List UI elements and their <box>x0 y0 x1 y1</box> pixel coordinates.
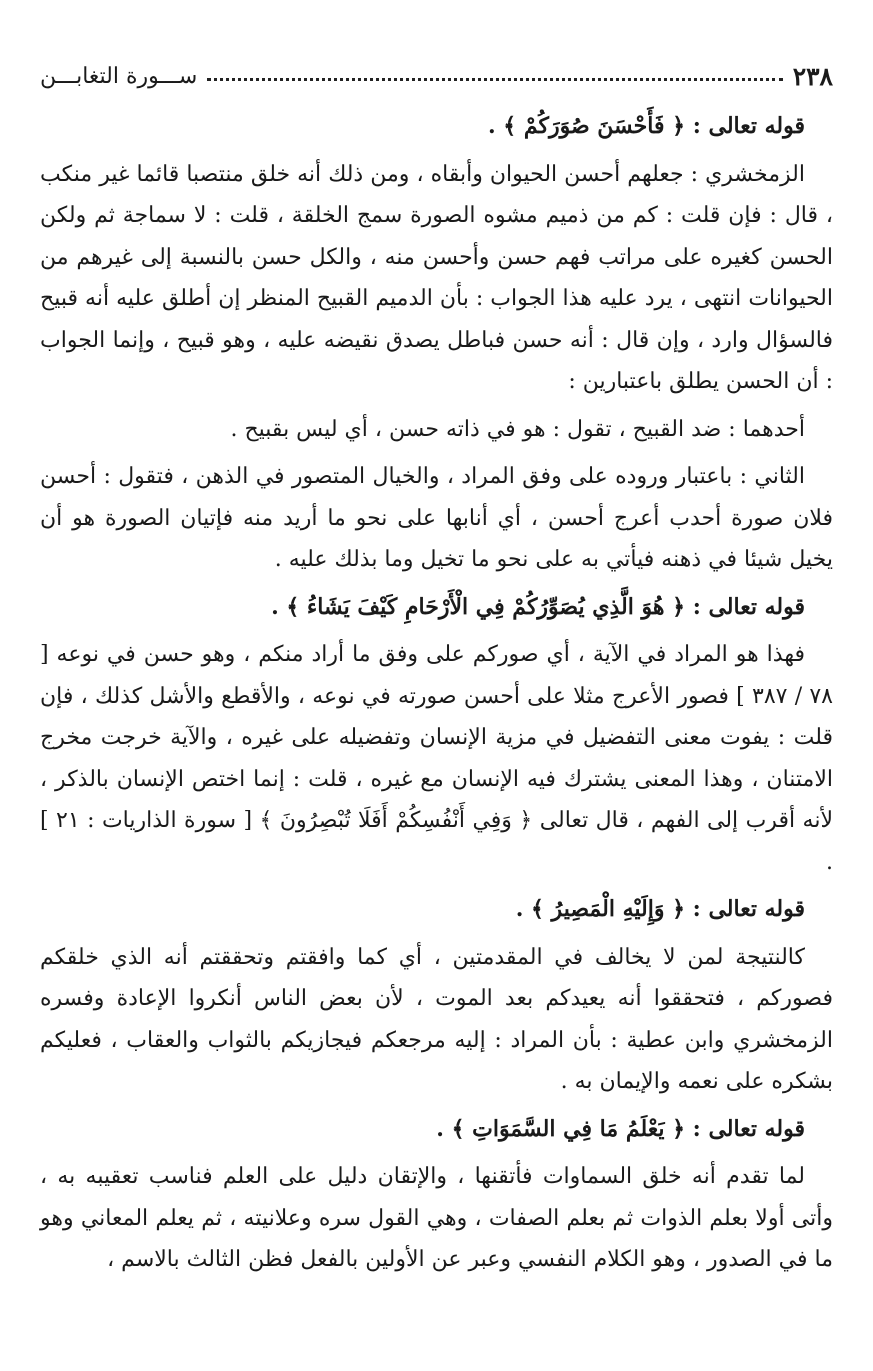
surah-title: ســـورة التغابـــن <box>40 63 198 89</box>
commentary-paragraph: لما تقدم أنه خلق السماوات فأتقنها ، والإتقان دليل على العلم فناسب تعقيبه به ، وأتى أولا بعلم الذوات ثم بعلم الصفات ، وهي القول سره وعلانيته ، ثم يعلم المعاني وهو ما في الصدور ، وهو الكلام النفسي وعبر عن الأولين بالفعل فظن الثالث بالاسم ، <box>40 1164 833 1272</box>
page-number: ٢٣٨ <box>792 61 833 91</box>
verse-heading: قوله تعالى : ﴿ هُوَ الَّذِي يُصَوِّرُكُمْ فِي الْأَرْحَامِ كَيْفَ يَشَاءُ ﴾ . <box>271 593 805 620</box>
verse-heading: قوله تعالى : ﴿ وَإِلَيْهِ الْمَصِيرُ ﴾ . <box>515 896 805 922</box>
commentary-paragraph: أحدهما : ضد القبيح ، تقول : هو في ذاته حسن ، أي ليس بقبيح . <box>230 416 805 442</box>
commentary-paragraph: كالنتيجة لمن لا يخالف في المقدمتين ، أي كما وافقتم وتحققتم أنه الذي خلقكم فصوركم ، فتحققوا أنه يعيدكم بعد الموت ، لأن بعض الناس أنكروا الإعادة وفسره الزمخشري وابن عطية : بأن المراد : إليه مرجعكم فيجازيكم بالثواب والعقاب ، فعليكم بشكره على نعمه والإيمان به . <box>40 944 833 1094</box>
verse-heading: قوله تعالى : ﴿ فَأَحْسَنَ صُوَرَكُمْ ﴾ . <box>487 113 805 139</box>
header-dotted-leader <box>207 78 782 81</box>
page-header <box>40 56 833 96</box>
commentary-paragraph: الزمخشري : جعلهم أحسن الحيوان وأبقاه ، ومن ذلك أنه خلق منتصبا قائما غير منكب ، قال : فإن قلت : كم من ذميم مشوه الصورة سمج الخلقة ، قلت : لا سماجة ثم ولكن الحسن كغيره على مراتب فهم حسن وأحسن منه ، والكل حسن بالنسبة إلى غيرهم من الحيوانات انتهى ، يرد عليه هذا الجواب : بأن الدميم القبيح المنظر إن أطلق عليه أنه قبيح فالسؤال وارد ، وإن قال : أنه حسن فباطل يصدق نقيضه عليه ، وهو قبيح ، وإنما الجواب : أن الحسن يطلق باعتبارين : <box>40 161 833 394</box>
commentary-paragraph: فهذا هو المراد في الآية ، أي صوركم على وفق ما أراد منكم ، وهو حسن في نوعه [ ٧٨ / ٣٨٧ ] فصور الأعرج مثلا على أحسن صورته في نوعه ، والأقطع والأشل كذلك ، فإن قلت : يفوت معنى التفضيل في مزية الإنسان وتفضيله على غيره ، والآية خرجت مخرج الامتنان ، وهذا المعنى يشترك فيه الإنسان مع غيره ، قلت : إنما اختص الإنسان بالذكر ، لأنه أقرب إلى الفهم ، قال تعالى ﴿ وَفِي أَنْفُسِكُمْ أَفَلَا تُبْصِرُونَ ﴾ [ سورة الذاريات : ٢١ ] . <box>40 642 833 875</box>
verse-heading: قوله تعالى : ﴿ يَعْلَمُ مَا فِي السَّمَوَاتِ ﴾ . <box>436 1115 805 1142</box>
commentary-paragraph: الثاني : باعتبار وروده على وفق المراد ، والخيال المتصور في الذهن ، فتقول : أحسن فلان صورة أحدب أعرج أحسن ، أي أنابها على نحو ما أريد منه فإتيان الصورة هو أن يخيل شيئا في ذهنه فيأتي به على نحو ما تخيل وما بذلك عليه . <box>40 464 833 572</box>
page-body <box>40 106 833 1291</box>
